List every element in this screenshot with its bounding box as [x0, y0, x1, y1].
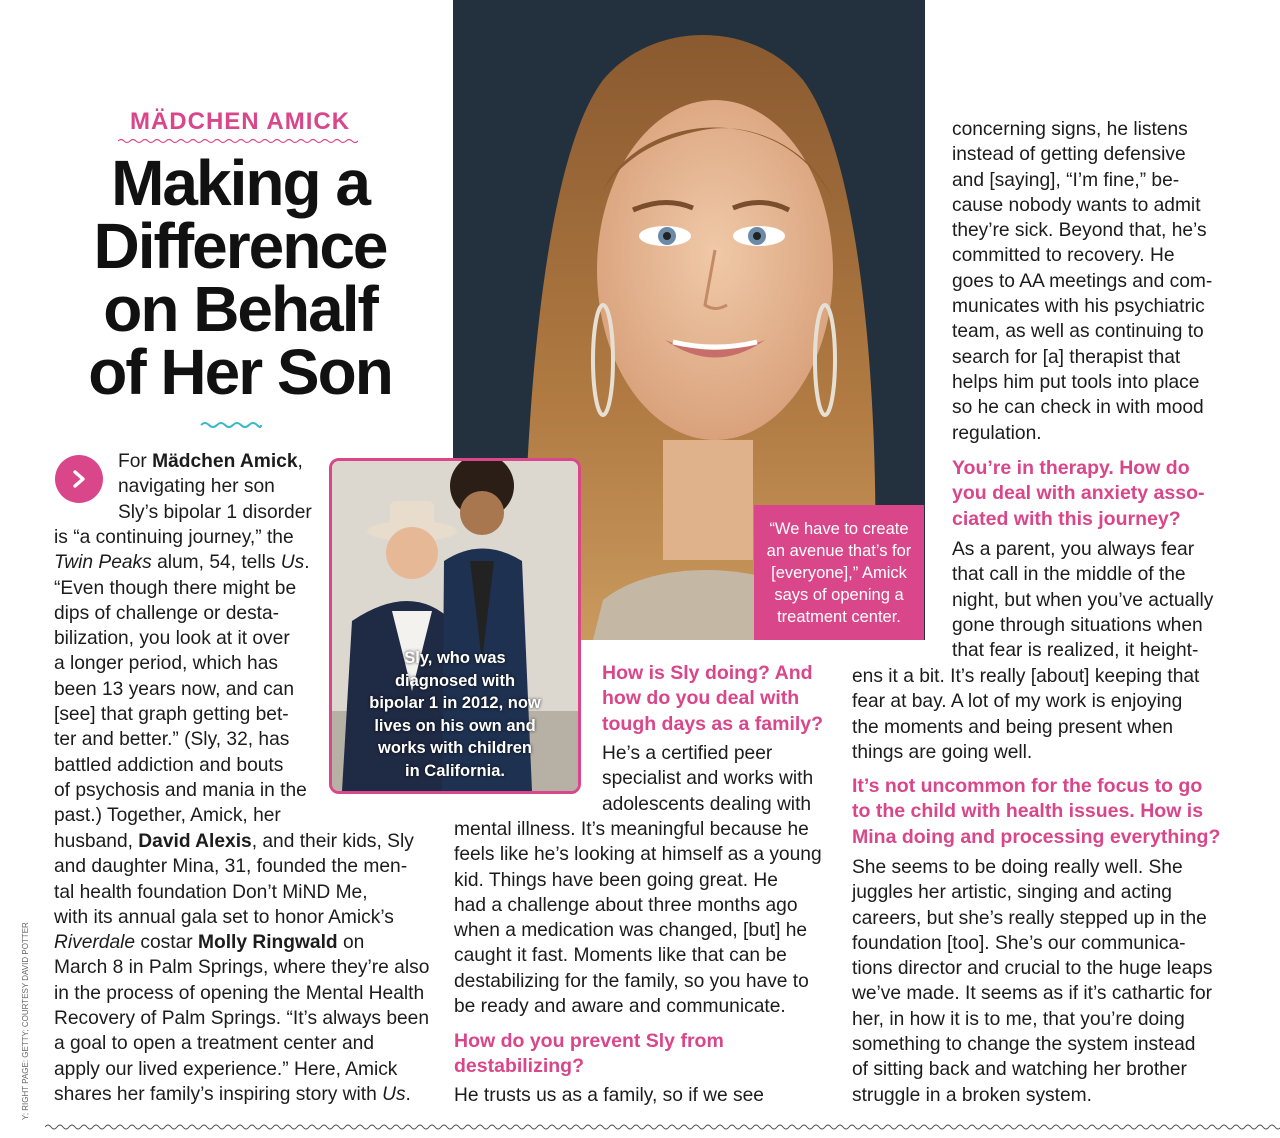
text-line: He trusts us as a family, so if we see — [454, 1085, 764, 1106]
text-line: things are going well. — [852, 741, 1033, 763]
text-line: specialist and works with — [602, 768, 814, 790]
text-line: caught it fast. Moments like that can be — [454, 945, 787, 967]
caption-line: Sly, who was — [404, 649, 506, 667]
text-line: cause nobody wants to admit — [952, 194, 1201, 216]
question-line: you deal with anxiety asso- — [952, 482, 1205, 505]
text-line: municates with his psychiatric — [952, 296, 1205, 318]
text-line: team, as well as continuing to — [952, 321, 1204, 343]
headline-line: on Behalf — [103, 273, 377, 345]
text-line: navigating her son — [118, 476, 275, 498]
text-line: Sly’s bipolar 1 disorder — [118, 501, 312, 523]
text-line: something to change the system instead — [852, 1034, 1196, 1056]
text-line: dips of challenge or desta- — [54, 602, 280, 624]
text-line: so he can check in with mood — [952, 397, 1204, 419]
text-line: apply our lived experience.” Here, Amick — [54, 1058, 398, 1080]
text-line: husband, David Alexis, and their kids, Sly — [54, 831, 414, 852]
text-line: night, but when you’ve actually — [952, 589, 1214, 611]
text-line: and [saying], “I’m fine,” be- — [952, 169, 1180, 191]
text-line: of sitting back and watching her brother — [852, 1059, 1187, 1081]
answer-1-narrow — [602, 741, 842, 817]
text-line: ter and better.” (Sly, 32, has — [54, 729, 290, 751]
text-line: “Even though there might be — [54, 577, 297, 599]
text-line: and daughter Mina, 31, founded the men- — [54, 856, 408, 878]
lead-paragraph-wide — [54, 829, 439, 1107]
text-line: be ready and aware and communicate. — [454, 996, 786, 1018]
column-3-text — [952, 117, 1252, 446]
photo-credit — [14, 920, 34, 1120]
text-line: ens it a bit. It’s really [about] keeping that — [852, 666, 1200, 687]
chevron-right-icon — [69, 469, 89, 489]
text-line: committed to recovery. He — [952, 245, 1175, 267]
text-line: As a parent, you always fear — [952, 539, 1195, 560]
text-line: goes to AA meetings and com- — [952, 270, 1213, 292]
kicker-wave-rule — [118, 138, 358, 144]
text-line: concerning signs, he listens — [952, 119, 1188, 140]
text-line: of psychosis and mania in the — [54, 779, 307, 801]
text-line: feels like he’s looking at himself as a young — [454, 844, 822, 866]
text-line: regulation. — [952, 422, 1042, 444]
text-line: we’ve made. It seems as if it’s cathartic for — [852, 983, 1213, 1005]
text-line: search for [a] therapist that — [952, 346, 1181, 368]
text-line: a goal to open a treatment center and — [54, 1033, 375, 1055]
question-1 — [602, 661, 842, 737]
headline — [40, 147, 440, 408]
caption-line: diagnosed with — [394, 671, 516, 690]
text-line: that fear is realized, it height- — [952, 640, 1199, 662]
answer-2 — [454, 1083, 844, 1108]
pull-quote-line: treatment center. — [777, 608, 901, 626]
text-line: bilization, you look at it over — [54, 628, 290, 650]
lead-arrow-badge — [55, 455, 103, 503]
pull-quote-line: says of opening a — [774, 586, 904, 604]
question-line: How is Sly doing? And — [602, 662, 813, 684]
question-4 — [852, 774, 1252, 850]
question-line: destabilizing? — [454, 1055, 585, 1078]
text-line: they’re sick. Beyond that, he’s — [952, 220, 1207, 242]
caption-line: in California. — [405, 761, 505, 780]
bottom-wave-rule — [45, 1122, 1280, 1132]
text-line: Riverdale costar Molly Ringwald on — [54, 932, 365, 954]
photo-credit-text: Y; RIGHT PAGE: GETTY; COURTESY DAVID POTTER — [21, 922, 30, 1120]
text-line: when a medication was changed, [but] he — [454, 920, 808, 942]
text-line: tions director and crucial to the huge leaps — [852, 958, 1213, 980]
text-line: helps him put tools into place — [952, 371, 1200, 393]
text-line: past.) Together, Amick, her — [54, 805, 281, 827]
text-line: been 13 years now, and can — [54, 678, 295, 700]
text-line: shares her family’s inspiring story with Us. — [54, 1083, 411, 1105]
caption-line: works with children — [377, 739, 533, 757]
text-line: the moments and being present when — [852, 716, 1174, 738]
question-2 — [454, 1029, 844, 1080]
text-line: fear at bay. A lot of my work is enjoying — [852, 691, 1183, 713]
answer-3 — [852, 664, 1252, 765]
text-line: He’s a certified peer — [602, 743, 773, 764]
kicker: MÄDCHEN AMICK — [129, 108, 351, 135]
text-line: battled addiction and bouts — [54, 754, 284, 776]
photo-caption — [332, 647, 578, 782]
question-line: to the child with health issues. How is — [852, 800, 1204, 823]
pull-quote — [754, 505, 924, 640]
text-line: with its annual gala set to honor Amick’s — [54, 906, 394, 928]
text-line: mental illness. It’s meaningful because he — [454, 819, 809, 840]
caption-line: bipolar 1 in 2012, now — [369, 694, 541, 712]
question-line: Mina doing and processing everything? — [852, 825, 1221, 848]
text-line: Twin Peaks alum, 54, tells Us. — [54, 552, 310, 574]
text-line: adolescents dealing with — [602, 793, 812, 815]
pull-quote-line: an avenue that’s for — [766, 542, 912, 560]
lead-paragraph-indented — [118, 449, 328, 525]
text-line: in the process of opening the Mental Health — [54, 982, 425, 1004]
family-photo — [329, 458, 581, 794]
text-line: destabilizing for the family, so you have to — [454, 970, 809, 992]
headline-line: Difference — [93, 210, 387, 282]
question-line: It’s not uncommon for the focus to go — [852, 775, 1203, 797]
caption-line: lives on his own and — [374, 716, 536, 735]
headline-line: Making a — [111, 147, 369, 219]
text-line: kid. Things have been going great. He — [454, 869, 778, 891]
lead-paragraph — [54, 525, 324, 829]
text-line: foundation [too]. She’s our communica- — [852, 932, 1186, 954]
text-line: struggle in a broken system. — [852, 1084, 1092, 1106]
answer-3-narrow — [952, 537, 1252, 663]
text-line: [see] that graph getting bet- — [54, 704, 289, 726]
text-line: gone through situations when — [952, 614, 1203, 636]
text-line: tal health foundation Don’t MiND Me, — [54, 881, 368, 903]
text-line: her, in how it is to me, that you’re doing — [852, 1008, 1185, 1030]
answer-4 — [852, 855, 1252, 1108]
question-line: You’re in therapy. How do — [952, 457, 1190, 479]
answer-1 — [454, 817, 844, 1019]
text-line: She seems to be doing really well. She — [852, 857, 1183, 878]
question-line: how do you deal with — [602, 687, 800, 710]
headline-line: of Her Son — [88, 336, 392, 408]
wave-divider — [200, 420, 262, 430]
text-line: is “a continuing journey,” the — [54, 527, 294, 548]
text-line: had a challenge about three months ago — [454, 894, 798, 916]
text-line: For Mädchen Amick, — [118, 451, 303, 472]
text-line: juggles her artistic, singing and acting — [852, 882, 1172, 904]
pull-quote-line: “We have to create — [769, 520, 909, 538]
text-line: a longer period, which has — [54, 653, 278, 675]
text-line: that call in the middle of the — [952, 564, 1186, 586]
question-line: ciated with this journey? — [952, 507, 1181, 530]
question-line: How do you prevent Sly from — [454, 1030, 724, 1052]
question-line: tough days as a family? — [602, 712, 824, 735]
text-line: careers, but she’s really stepped up in the — [852, 907, 1207, 929]
pull-quote-line: [everyone],” Amick — [771, 564, 907, 582]
text-line: March 8 in Palm Springs, where they’re also — [54, 957, 430, 979]
text-line: instead of getting defensive — [952, 144, 1186, 166]
text-line: Recovery of Palm Springs. “It’s always been — [54, 1008, 430, 1030]
question-3 — [952, 456, 1252, 532]
